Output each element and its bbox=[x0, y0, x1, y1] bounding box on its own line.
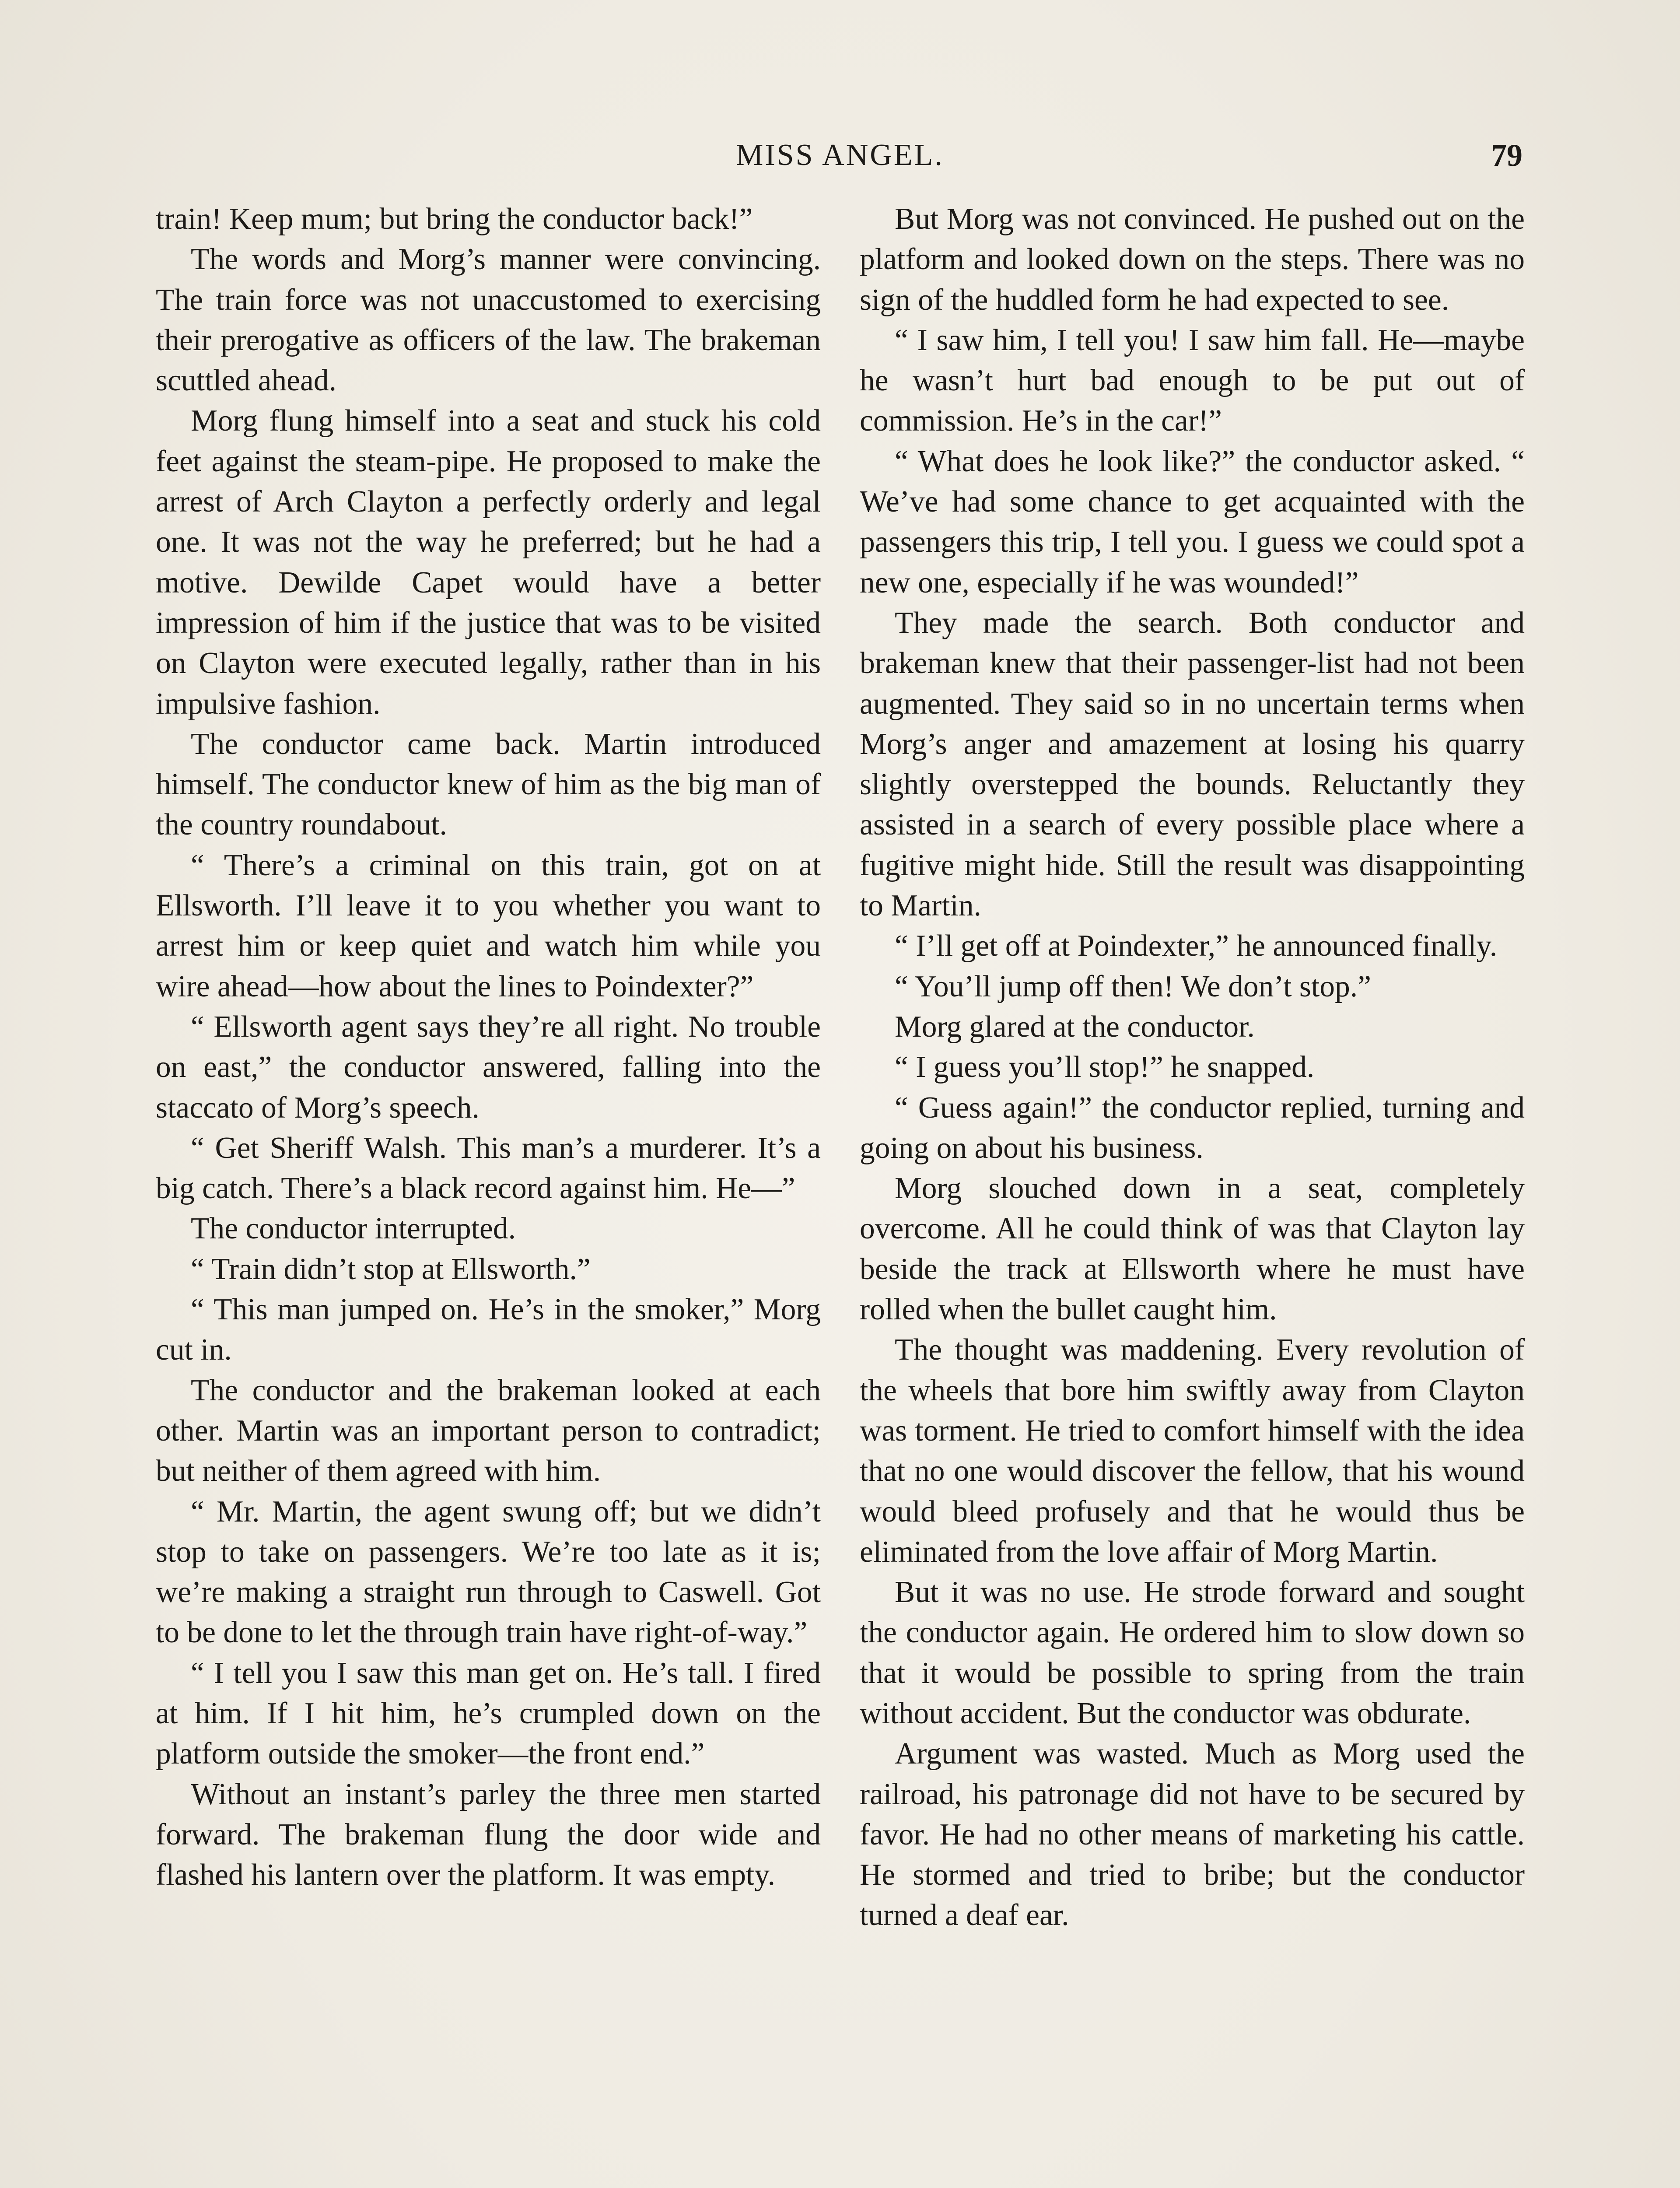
paragraph: “ Ellsworth agent says they’re all right. No trouble on east,” the conductor answered, falling into the staccato of Morg’s speech. bbox=[156, 1010, 821, 1125]
paragraph: train! Keep mum; but bring the conductor back!” bbox=[156, 202, 753, 236]
paragraph: “ Guess again!” the conductor replied, turning and going on about his business. bbox=[860, 1090, 1525, 1165]
paragraph: “ This man jumped on. He’s in the smoker,” Morg cut in. bbox=[156, 1293, 821, 1367]
paragraph: But it was no use. He strode forward and sought the conductor again. He ordered him to slow down so that it would be possible to spring from the train without accident. But the conductor was obdurate. bbox=[860, 1575, 1525, 1730]
paragraph: They made the search. Both conductor and brakeman knew that their passenger-list had not been augmented. They said so in no uncertain terms when Morg’s anger and amazement at losing his quarry slightly overstepped the bounds. Reluctantly they assisted in a search of every possible place where a fugitive might hide. Still the result was disappointing to Martin. bbox=[860, 606, 1525, 923]
page-number: 79 bbox=[1491, 138, 1522, 173]
paragraph: “ I tell you I saw this man get on. He’s tall. I fired at him. If I hit him, he’s crumpled down on the platform outside the smoker—the front end.” bbox=[156, 1656, 821, 1771]
paragraph: “ What does he look like?” the conductor asked. “ We’ve had some chance to get acquainted with the passengers this trip, I tell you. I guess we could spot a new one, especially if he was wounded!” bbox=[860, 444, 1525, 600]
paragraph: The conductor and the brakeman looked at each other. Martin was an important person to contradict; but neither of them agreed with him. bbox=[156, 1373, 821, 1488]
paragraph: Morg glared at the conductor. bbox=[895, 1010, 1255, 1044]
paragraph: “ I guess you’ll stop!” he snapped. bbox=[895, 1050, 1315, 1084]
running-head bbox=[0, 131, 1680, 179]
paragraph: The thought was maddening. Every revolution of the wheels that bore him swiftly away from Clayton was torment. He tried to comfort himself with the idea that no one would discover the fellow, that his wound would bleed profusely and that he would thus be eliminated from the love affair of Morg Martin. bbox=[860, 1333, 1525, 1569]
right-column bbox=[860, 199, 1525, 1936]
paragraph: “ There’s a criminal on this train, got on at Ellsworth. I’ll leave it to you whether you want to arrest him or keep quiet and watch him while you wire ahead—how about the lines to Poindexter?” bbox=[156, 848, 821, 1003]
paragraph: “ Get Sheriff Walsh. This man’s a murderer. It’s a big catch. There’s a black record against him. He—” bbox=[156, 1131, 821, 1206]
paragraph: Morg slouched down in a seat, completely overcome. All he could think of was that Clayton lay beside the track at Ellsworth where he must have rolled when the bullet caught him. bbox=[860, 1171, 1525, 1327]
paragraph: Without an instant’s parley the three men started forward. The brakeman flung the door wide and flashed his lantern over the platform. It was empty. bbox=[156, 1777, 821, 1892]
paragraph: Morg flung himself into a seat and stuck his cold feet against the steam-pipe. He proposed to make the arrest of Arch Clayton a perfectly orderly and legal one. It was not the way he preferred; but he had a motive. Dewilde Capet would have a better impression of him if the justice that was to be visited on Clayton were executed legally, rather than in his impulsive fashion. bbox=[156, 404, 821, 721]
running-title: MISS ANGEL. bbox=[736, 138, 944, 172]
left-column bbox=[156, 199, 821, 1895]
paragraph: Argument was wasted. Much as Morg used the railroad, his patronage did not have to be secured by favor. He had no other means of marketing his cattle. He stormed and tried to bribe; but the conductor turned a deaf ear. bbox=[860, 1737, 1525, 1932]
paragraph: The conductor interrupted. bbox=[191, 1212, 516, 1246]
paragraph: But Morg was not convinced. He pushed out on the platform and looked down on the steps. There was no sign of the huddled form he had expected to see. bbox=[860, 202, 1525, 317]
paragraph: “ Train didn’t stop at Ellsworth.” bbox=[191, 1252, 591, 1286]
paragraph: The words and Morg’s manner were convincing. The train force was not unaccustomed to exercising their prerogative as officers of the law. The brakeman scuttled ahead. bbox=[156, 242, 821, 398]
paragraph: “ I saw him, I tell you! I saw him fall. He—maybe he wasn’t hurt bad enough to be put out of commission. He’s in the car!” bbox=[860, 323, 1525, 438]
paragraph: “ You’ll jump off then! We don’t stop.” bbox=[895, 969, 1371, 1003]
paragraph: “ I’ll get off at Poindexter,” he announced finally. bbox=[895, 929, 1498, 963]
paragraph: The conductor came back. Martin introduced himself. The conductor knew of him as the big man of the country roundabout. bbox=[156, 727, 821, 842]
paragraph: “ Mr. Martin, the agent swung off; but we didn’t stop to take on passengers. We’re too late as it is; we’re making a straight run through to Caswell. Got to be done to let the through train have right-of-way.” bbox=[156, 1494, 821, 1650]
